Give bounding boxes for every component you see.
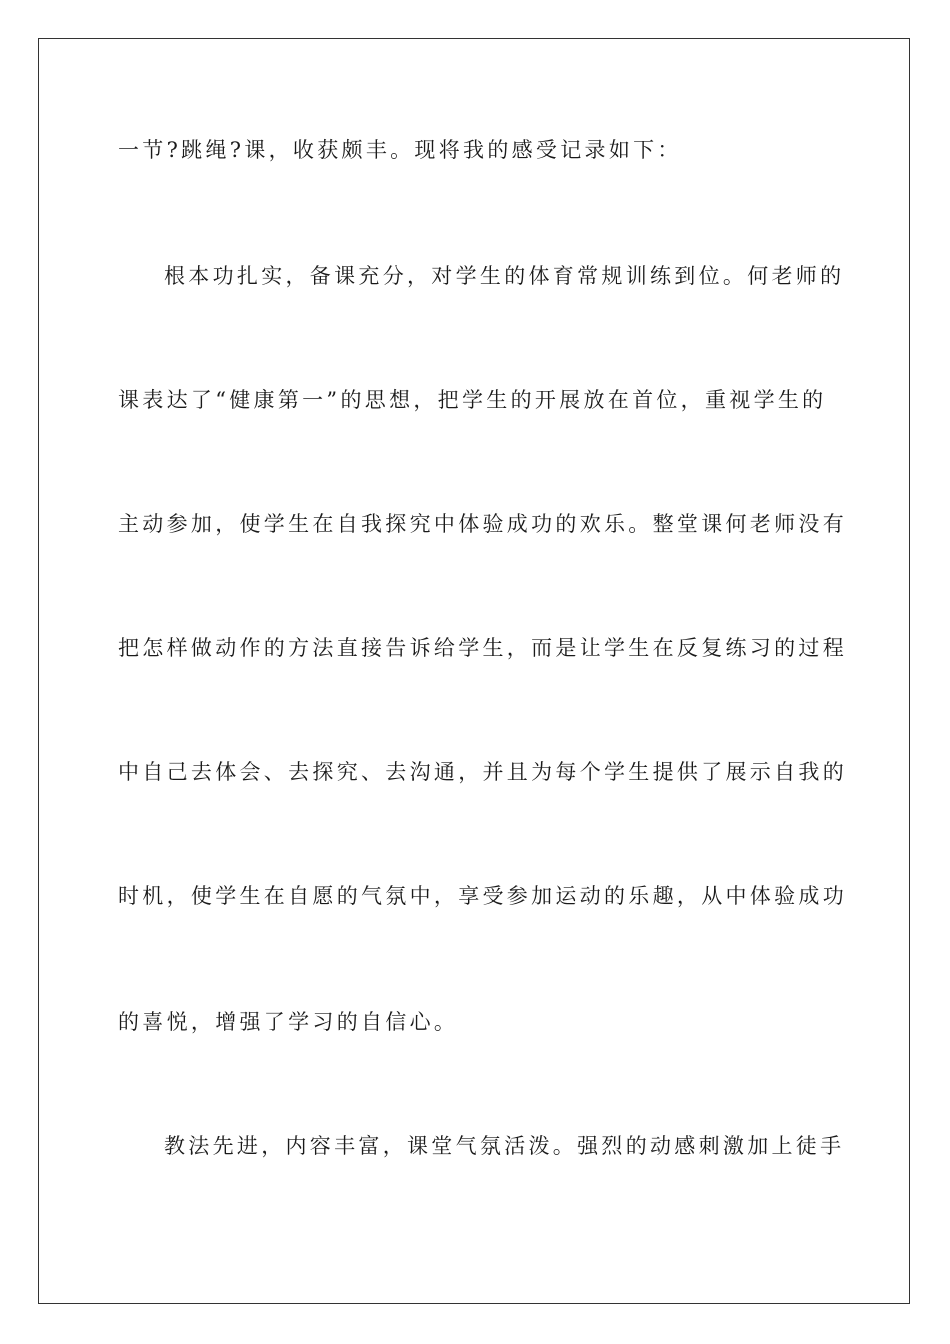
paragraph-1-line-6: 时机，使学生在自愿的气氛中，享受参加运动的乐趣，从中体验成功	[118, 884, 847, 908]
page-border	[38, 38, 910, 1304]
paragraph-1-line-1: 根本功扎实，备课充分，对学生的体育常规训练到位。何老师的	[164, 264, 845, 288]
paragraph-1-line-4: 把怎样做动作的方法直接告诉给学生，而是让学生在反复练习的过程	[118, 636, 847, 660]
paragraph-1-line-5: 中自己去体会、去探究、去沟通，并且为每个学生提供了展示自我的	[118, 760, 847, 784]
paragraph-2-line-1: 教法先进，内容丰富，课堂气氛活泼。强烈的动感刺激加上徒手	[164, 1134, 845, 1158]
paragraph-1-line-2: 课表达了“健康第一”的思想，把学生的开展放在首位，重视学生的	[118, 388, 827, 412]
paragraph-1-line-7: 的喜悦，增强了学习的自信心。	[118, 1010, 459, 1034]
text-line-1: 一节?跳绳?课，收获颇丰。现将我的感受记录如下：	[118, 138, 682, 162]
paragraph-1-line-3: 主动参加，使学生在自我探究中体验成功的欢乐。整堂课何老师没有	[118, 512, 847, 536]
